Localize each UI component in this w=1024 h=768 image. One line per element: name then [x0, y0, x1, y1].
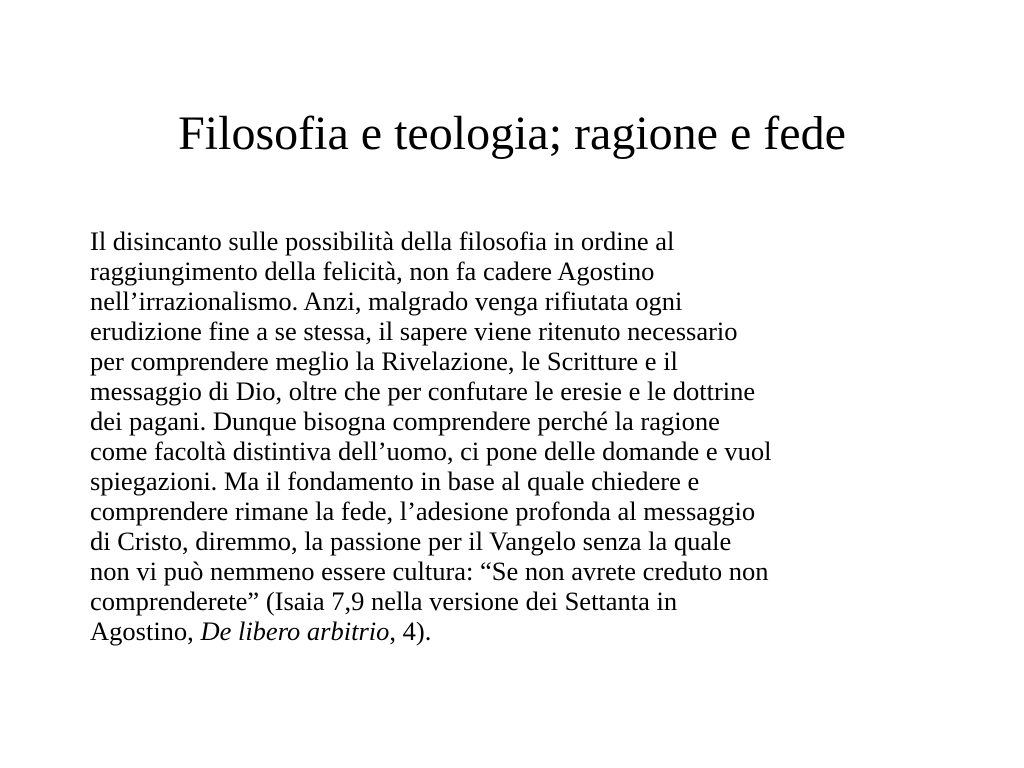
paragraph-line: messaggio di Dio, oltre che per confutare le eresie e le dottrine	[90, 376, 756, 406]
citation-suffix: , 4).	[389, 616, 432, 646]
paragraph-line: comprendere rimane la fede, l’adesione profonda al messaggio	[90, 496, 756, 526]
paragraph-line: Il disincanto sulle possibilità della filosofia in ordine al	[90, 226, 675, 256]
paragraph-line: nell’irrazionalismo. Anzi, malgrado venga rifiutata ogni	[90, 286, 683, 316]
paragraph-last-line	[90, 616, 976, 646]
paragraph-line: comprenderete” (Isaia 7,9 nella versione dei Settanta in	[90, 586, 678, 616]
paragraph-line: non vi può nemmeno essere cultura: “Se non avrete creduto non	[90, 556, 769, 586]
paragraph-line: erudizione fine a se stessa, il sapere viene ritenuto necessario	[90, 316, 738, 346]
paragraph-line: per comprendere meglio la Rivelazione, le Scritture e il	[90, 346, 678, 376]
slide-title: Filosofia e teologia; ragione e fede	[178, 107, 846, 160]
citation-title: De libero arbitrio	[200, 616, 390, 646]
paragraph-line: spiegazioni. Ma il fondamento in base al quale chiedere e	[90, 466, 700, 496]
paragraph-line: di Cristo, diremmo, la passione per il Vangelo senza la quale	[90, 526, 732, 556]
paragraph-line: dei pagani. Dunque bisogna comprendere perché la ragione	[90, 406, 720, 436]
paragraph-line: come facoltà distintiva dell’uomo, ci pone delle domande e vuol	[90, 436, 772, 466]
paragraph-line: raggiungimento della felicità, non fa cadere Agostino	[90, 256, 655, 286]
body-paragraph	[90, 226, 976, 646]
citation-prefix: Agostino,	[90, 616, 201, 646]
